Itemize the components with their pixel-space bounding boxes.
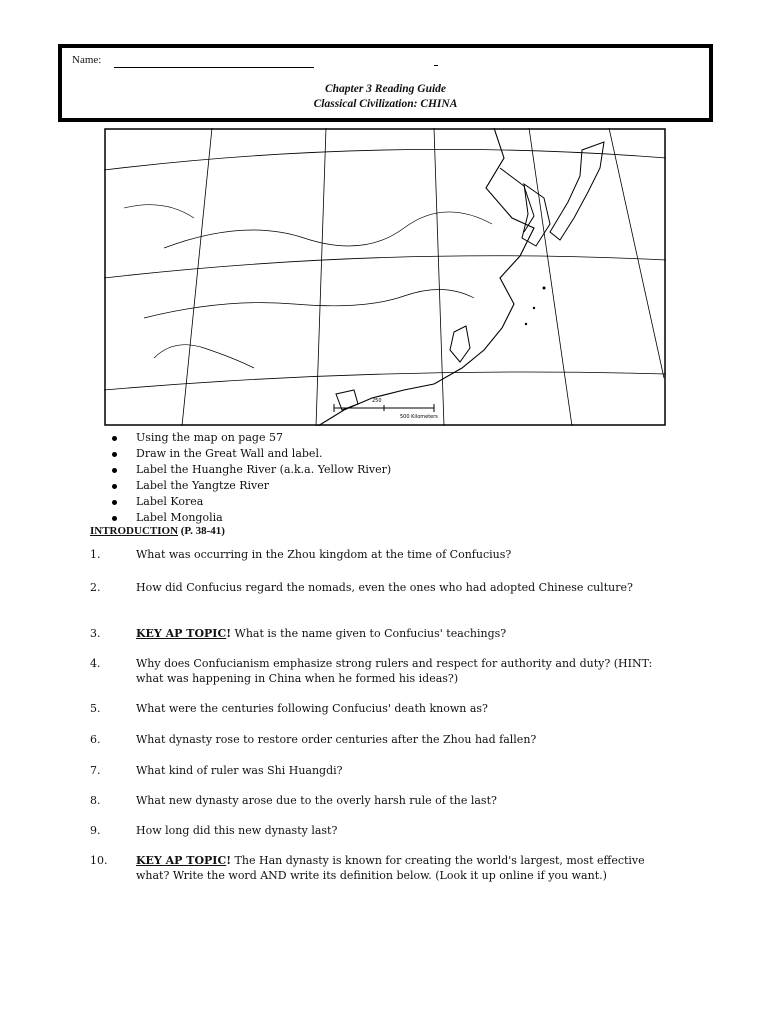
scale-label-250: 250 <box>372 398 382 404</box>
bullet-icon <box>112 436 117 441</box>
question-text: What dynasty rose to restore order centuries after the Zhou had fallen? <box>136 733 537 746</box>
name-label: Name: <box>72 54 102 66</box>
bullet-icon <box>112 468 117 473</box>
question-number: 6. <box>90 733 101 746</box>
header-box <box>58 44 713 122</box>
scale-label-500: 500 Kilometers <box>400 414 438 420</box>
bullet-icon <box>112 452 117 457</box>
instruction-item: Draw in the Great Wall and label. <box>110 446 391 462</box>
question-text: What was occurring in the Zhou kingdom at the time of Confucius? <box>136 548 512 561</box>
question-number: 9. <box>90 824 101 837</box>
name-field[interactable] <box>114 67 314 68</box>
question-number: 8. <box>90 794 101 807</box>
page-subtitle: Classical Civilization: CHINA <box>313 98 458 110</box>
question-text: How did Confucius regard the nomads, even the ones who had adopted Chinese culture? <box>136 581 633 594</box>
question-text: What new dynasty arose due to the overly harsh rule of the last? <box>136 794 497 807</box>
page-title: Chapter 3 Reading Guide <box>324 83 447 95</box>
question-number: 5. <box>90 702 101 715</box>
name-field-tick <box>434 65 438 66</box>
instruction-item: Using the map on page 57 <box>110 430 391 446</box>
question-number: 10. <box>90 854 108 867</box>
question-number: 3. <box>90 627 101 640</box>
question-text: What kind of ruler was Shi Huangdi? <box>136 764 343 777</box>
instruction-item: Label Korea <box>110 494 391 510</box>
instruction-item: Label the Yangtze River <box>110 478 391 494</box>
question-number: 2. <box>90 581 101 594</box>
question-number: 1. <box>90 548 101 561</box>
question-text: Why does Confucianism emphasize strong rulers and respect for authority and duty? (HINT: what was happening in China when he formed his ideas?) <box>136 657 653 685</box>
bullet-icon <box>112 516 117 521</box>
section-heading <box>90 525 225 537</box>
bullet-icon <box>112 484 117 489</box>
question-text: The Han dynasty is known for creating the world's largest, most effective what? Write the word AND write its definition below. (Look it up online if you want.) <box>136 854 645 882</box>
instruction-list <box>110 430 391 526</box>
china-outline-map-icon <box>104 128 666 426</box>
question-text: How long did this new dynasty last? <box>136 824 338 837</box>
key-ap-topic-label: KEY AP TOPIC <box>136 854 227 867</box>
section-heading-title: INTRODUCTION <box>90 525 179 537</box>
section-heading-pages: (P. 38-41) <box>180 525 225 537</box>
question-text: What were the centuries following Confucius' death known as? <box>136 702 488 715</box>
title-block <box>62 82 709 112</box>
question-number: 4. <box>90 657 101 670</box>
instruction-item: Label the Huanghe River (a.k.a. Yellow River) <box>110 462 391 478</box>
bullet-icon <box>112 500 117 505</box>
key-ap-topic-label: KEY AP TOPIC <box>136 627 227 640</box>
question-number: 7. <box>90 764 101 777</box>
instruction-item: Label Mongolia <box>110 510 391 526</box>
question-text: What is the name given to Confucius' teachings? <box>231 627 507 640</box>
